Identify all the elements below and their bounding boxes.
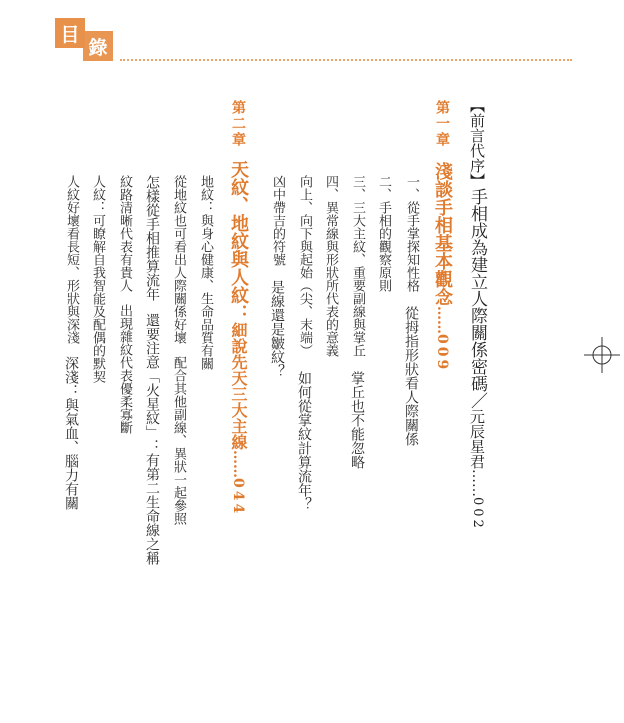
preface-dots: …… — [469, 469, 485, 497]
chapter2-page: 044 — [230, 478, 246, 517]
chapter1-item-4[interactable] — [324, 175, 337, 357]
item-text-2: 如何從掌紋計算流年？ — [296, 371, 312, 511]
chapter1-item-6[interactable] — [270, 175, 284, 378]
chapter1-page: 009 — [434, 334, 450, 373]
chapter2-title: 天紋、地紋與人紋： — [228, 160, 249, 322]
item-text-2: 掌丘也不能忽略 — [349, 371, 365, 469]
chapter1-item-1[interactable] — [404, 175, 418, 446]
chapter2-dots: …… — [230, 450, 246, 478]
item-text-2: 出現雜紋代表優柔寡斷 — [117, 304, 132, 434]
chapter1-dots: …… — [434, 306, 450, 334]
chapter1-heading[interactable] — [433, 100, 451, 372]
item-text: 人紋好壞看長短、形狀與深淺 — [64, 175, 79, 344]
chapter1-title: 淺談手相基本觀念 — [432, 162, 453, 306]
preface-tag: 【前言代序】 — [468, 98, 486, 188]
preface-page: 002 — [470, 497, 485, 531]
preface-author: 元辰星君 — [468, 409, 486, 469]
chapter2-item-2[interactable] — [172, 175, 185, 525]
item-text-2: 是線還是皺紋？ — [269, 280, 285, 378]
chapter1-number: 第一章 — [434, 100, 450, 148]
chapter2-item-1[interactable] — [199, 175, 212, 370]
item-text: 凶中帶吉的符號 — [270, 175, 285, 266]
item-text: 二、手相的觀察原則 — [376, 175, 391, 292]
chapter1-item-3[interactable] — [350, 175, 364, 469]
preface-entry[interactable] — [468, 98, 485, 531]
chapter2-heading[interactable] — [229, 100, 247, 516]
item-text: 四、異常線與形狀所代表的意義 — [323, 175, 338, 357]
item-text-2: 還要注意「火星紋」：有第二生命線之稱 — [144, 313, 160, 565]
header-dotted-rule — [120, 59, 572, 61]
chapter1-item-2[interactable] — [377, 175, 390, 292]
badge-char-1: 目 — [60, 23, 80, 46]
item-text: 人紋：可瞭解自我智能及配偶的默契 — [90, 175, 105, 383]
item-text: 地紋：與身心健康、生命品質有關 — [198, 175, 213, 370]
chapter1-item-5[interactable] — [297, 175, 311, 511]
chapter2-item-5[interactable] — [91, 175, 104, 383]
badge-char-2: 錄 — [88, 36, 108, 59]
item-text: 怎樣從手相推算流年 — [144, 175, 160, 301]
preface-title: 手相成為建立人際關係密碼／ — [467, 188, 487, 409]
item-text: 向上、向下與起始（尖、末端） — [297, 175, 312, 357]
item-text-2: 配合其他副線、異狀一起參照 — [171, 356, 186, 525]
chapter2-item-3[interactable] — [145, 175, 159, 565]
chapter2-item-4[interactable] — [118, 175, 131, 434]
toc-badge-lu — [83, 31, 113, 61]
item-text: 一、從手掌探知性格 — [404, 175, 419, 292]
item-text: 三、三大主紋、重要副線與掌丘 — [350, 175, 365, 357]
chapter2-item-6[interactable] — [64, 175, 78, 510]
item-text-2: 深淺：與氣血、腦力有關 — [63, 356, 79, 510]
item-text: 從地紋也可看出人際關係好壞 — [171, 175, 186, 344]
item-text-2: 從拇指形狀看人際關係 — [403, 306, 419, 446]
chapter2-number: 第二章 — [230, 100, 246, 148]
toc-badge-mu — [55, 18, 85, 48]
chapter2-subtitle: 細說先天三大主線 — [229, 322, 248, 450]
item-text: 紋路清晰代表有貴人 — [117, 175, 132, 292]
registration-mark-icon — [582, 335, 622, 375]
